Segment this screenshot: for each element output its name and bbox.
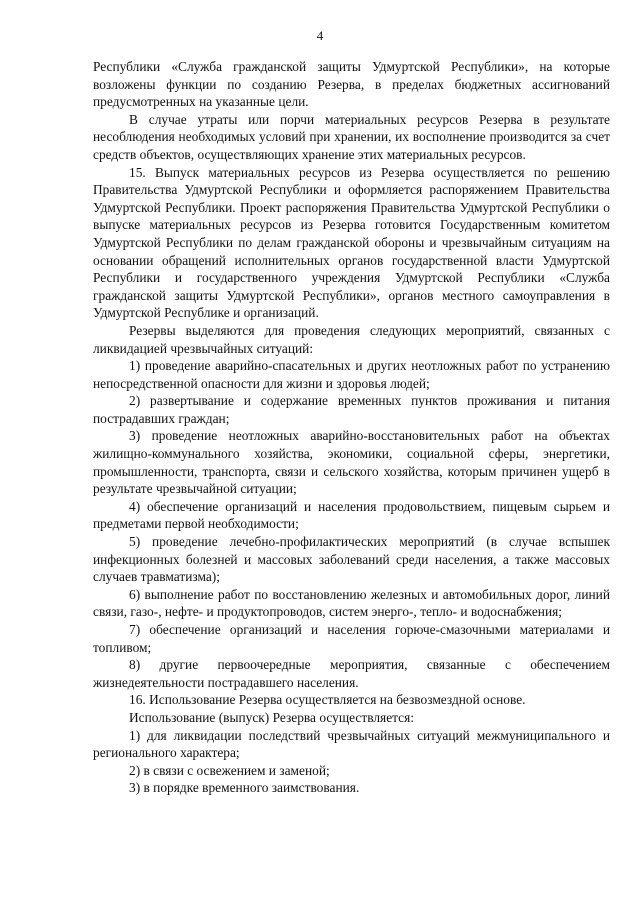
list-item-7: 7) обеспечение организаций и населения горюче-смазочными материалами и топливом; [93, 622, 610, 655]
list-item-4: 4) обеспечение организаций и населения продовольствием, пищевым сырьем и предметами первой необходимости; [93, 498, 610, 532]
paragraph-item-16: 16. Использование Резерва осуществляется на безвозмездной основе. [129, 692, 526, 708]
list-item-5: 5) проведение лечебно-профилактических мероприятий (в случае вспышек инфекционных болезней и массовых заболеваний среди населения, а также массовых случаев травматизма); [93, 534, 610, 585]
list-item-6: 6) выполнение работ по восстановлению железных и автомобильных дорог, линий связи, газо-, нефте- и продуктопроводов, систем энерго-, тепло- и водоснабжения; [93, 586, 610, 620]
list-item-3: 3) проведение неотложных аварийно-восстановительных работ на объектах жилищно-коммунального хозяйства, экономики, социальной сферы, энергетики, промышленности, транспорта, связи и сельского хозяйства, которым причинен ущерб в результате чрезвычайной ситуации; [93, 428, 610, 497]
paragraph-item-15: 15. Выпуск материальных ресурсов из Резерва осуществляется по решению Правительства Удмуртской Республики и оформляется распоряжением Правительства Удмуртской Республики. Проект распоряжения Правительства Удмуртской Республики о выпуске материальных ресурсов из Резерва готовится Государственным комитетом Удмуртской Республики по делам гражданской обороны и чрезвычайным ситуациям на основании обращений исполнительных органов государственной власти Удмуртской Республики и государственного учреждения Удмуртской Республики «Служба гражданской защиты Удмуртской Республики», органов местного самоуправления в Удмуртской Республике и организаций. [93, 164, 610, 321]
list-item-8: 8) другие первоочередные мероприятия, связанные с обеспечением жизнедеятельности пострадавшего населения. [93, 657, 610, 690]
usage-item-2: 2) в связи с освежением и заменой; [129, 762, 330, 778]
page-number: 4 [316, 28, 324, 43]
paragraph-continuation: Республики «Служба гражданской защиты Удмуртской Республики», на которые возложены функции по созданию Резерва, в пределах бюджетных ассигнований предусмотренных на указанные цели. [93, 59, 610, 110]
document-body [93, 58, 610, 797]
usage-item-3: 3) в порядке временного заимствования. [129, 780, 360, 796]
usage-item-1: 1) для ликвидации последствий чрезвычайных ситуаций межмуниципального и регионального характера; [93, 727, 610, 761]
list-item-2: 2) развертывание и содержание временных пунктов проживания и питания пострадавших граждан; [93, 393, 610, 426]
paragraph-purposes-intro: Резервы выделяются для проведения следующих мероприятий, связанных с ликвидацией чрезвычайных ситуаций: [93, 322, 610, 356]
paragraph-usage-intro: Использование (выпуск) Резерва осуществляется: [129, 709, 414, 725]
list-item-1: 1) проведение аварийно-спасательных и других неотложных работ по устранению непосредственной опасности для жизни и здоровья людей; [93, 358, 610, 391]
paragraph-loss-replacement: В случае утраты или порчи материальных ресурсов Резерва в результате несоблюдения необходимых условий при хранении, их восполнение производится за счет средств объектов, осуществляющих хранение этих материальных ресурсов. [93, 111, 610, 162]
